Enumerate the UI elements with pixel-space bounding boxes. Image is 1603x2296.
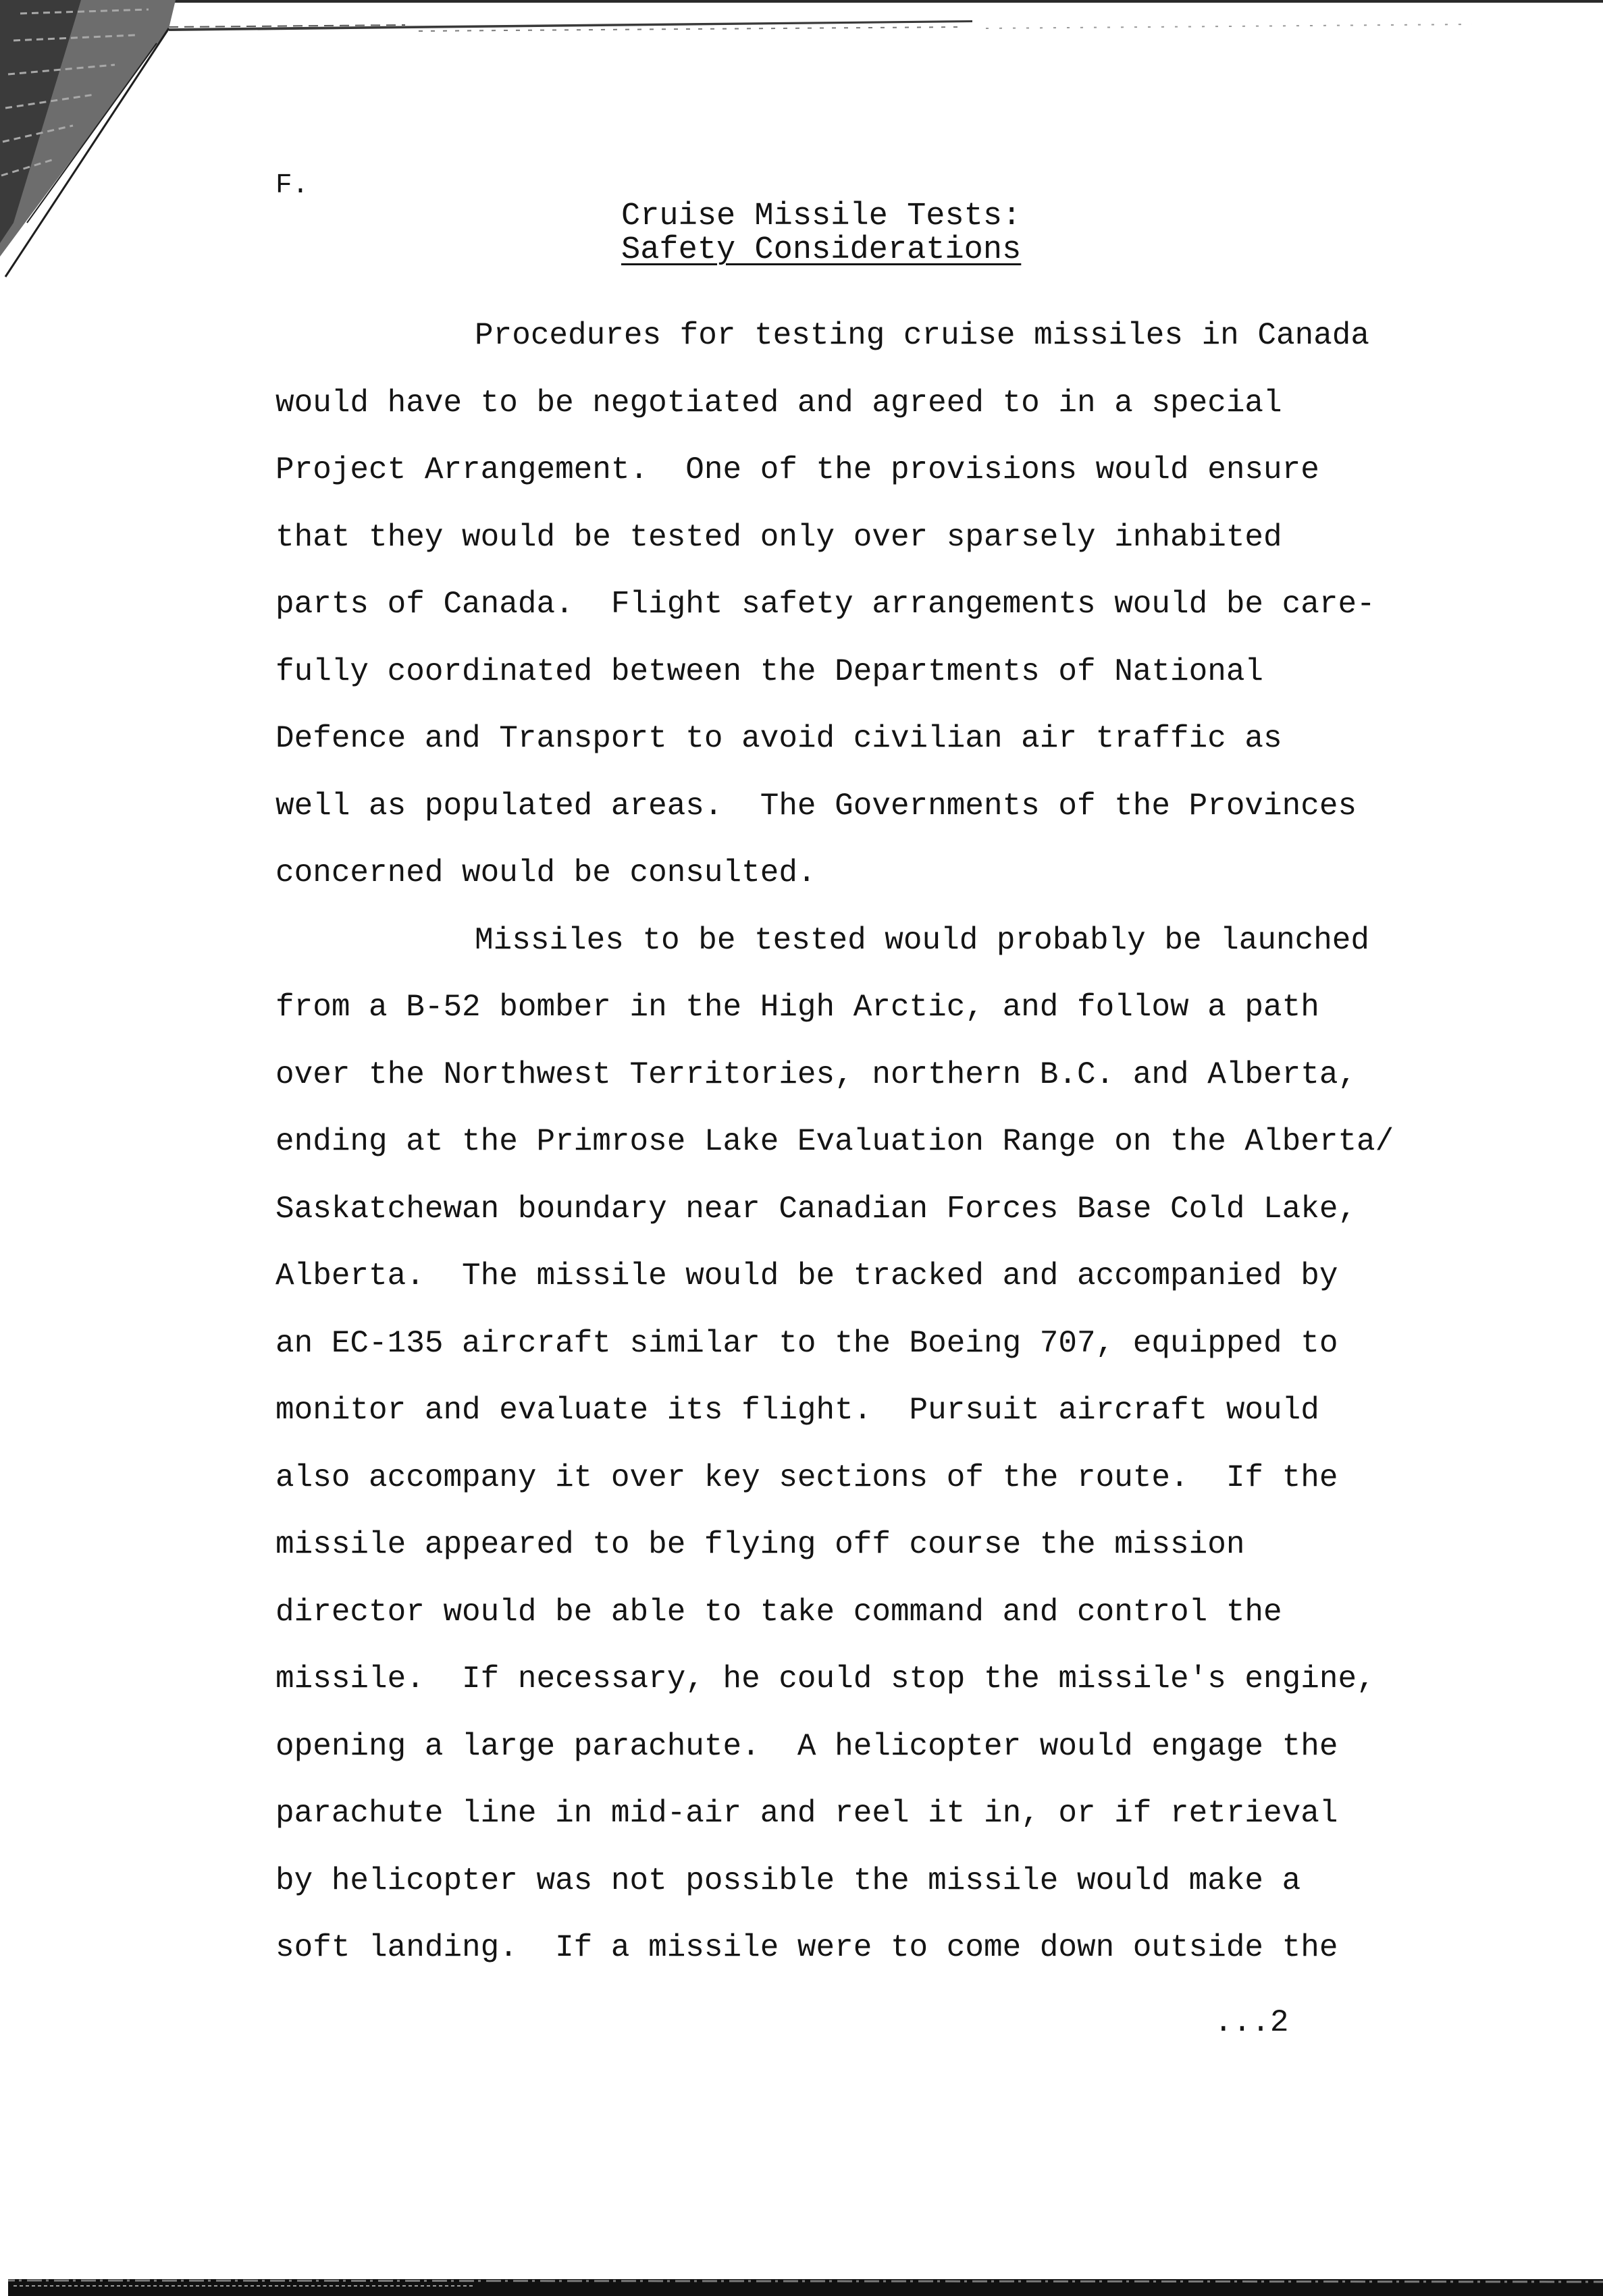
paragraph-1-line: Procedures for testing cruise missiles in Canada xyxy=(475,318,1370,353)
paragraph-1-line: concerned would be consulted. xyxy=(275,855,816,890)
paragraph-2-line: from a B-52 bomber in the High Arctic, and follow a path xyxy=(275,990,1319,1025)
paragraph-2-line: over the Northwest Territories, northern B.C. and Alberta, xyxy=(275,1057,1357,1092)
scan-corner-shadow xyxy=(0,0,189,284)
paragraph-1-line: Defence and Transport to avoid civilian air traffic as xyxy=(275,721,1282,756)
document-title xyxy=(621,200,1021,267)
paragraph-2-line: soft landing. If a missile were to come down outside the xyxy=(275,1930,1338,1965)
paragraph-1-line: Project Arrangement. One of the provisions would ensure xyxy=(275,452,1319,487)
scan-bottom-edge xyxy=(0,2275,1603,2296)
paragraph-2-line: by helicopter was not possible the missile would make a xyxy=(275,1863,1301,1898)
paragraph-2-line: ending at the Primrose Lake Evaluation Range on the Alberta/ xyxy=(275,1124,1394,1159)
paragraph-2-line: parachute line in mid-air and reel it in, or if retrieval xyxy=(275,1796,1338,1831)
title-line-1: Cruise Missile Tests: xyxy=(621,198,1022,234)
title-line-2: Safety Considerations xyxy=(621,232,1022,268)
paragraph-1-line: well as populated areas. The Governments of the Provinces xyxy=(275,788,1357,824)
paragraph-2-line: director would be able to take command and control the xyxy=(275,1594,1282,1630)
paragraph-2-line: an EC-135 aircraft similar to the Boeing 707, equipped to xyxy=(275,1325,1338,1361)
paragraph-1-line: that they would be tested only over sparsely inhabited xyxy=(275,519,1282,555)
paragraph-2-line: missile. If necessary, he could stop the missile's engine, xyxy=(275,1661,1375,1697)
scan-top-edge xyxy=(0,0,1603,47)
paragraph-2-line: opening a large parachute. A helicopter would engage the xyxy=(275,1728,1338,1764)
paragraph-1-line: fully coordinated between the Departments of National xyxy=(275,653,1264,689)
document-body xyxy=(275,302,1498,1982)
paragraph-1-line: parts of Canada. Flight safety arrangements would be care- xyxy=(275,587,1375,622)
paragraph-2-line: Missiles to be tested would probably be launched xyxy=(475,922,1370,958)
paragraph-2-line: missile appeared to be flying off course the mission xyxy=(275,1527,1245,1562)
section-letter: F. xyxy=(275,170,309,201)
paragraph-1-line: would have to be negotiated and agreed to in a special xyxy=(275,385,1282,421)
paragraph-2-line: Saskatchewan boundary near Canadian Forces Base Cold Lake, xyxy=(275,1191,1357,1227)
paragraph-2-line: also accompany it over key sections of the route. If the xyxy=(275,1460,1338,1495)
paragraph-2-line: Alberta. The missile would be tracked and accompanied by xyxy=(275,1258,1338,1293)
paragraph-2-line: monitor and evaluate its flight. Pursuit aircraft would xyxy=(275,1393,1319,1428)
continuation-marker: ...2 xyxy=(1214,2005,1289,2040)
